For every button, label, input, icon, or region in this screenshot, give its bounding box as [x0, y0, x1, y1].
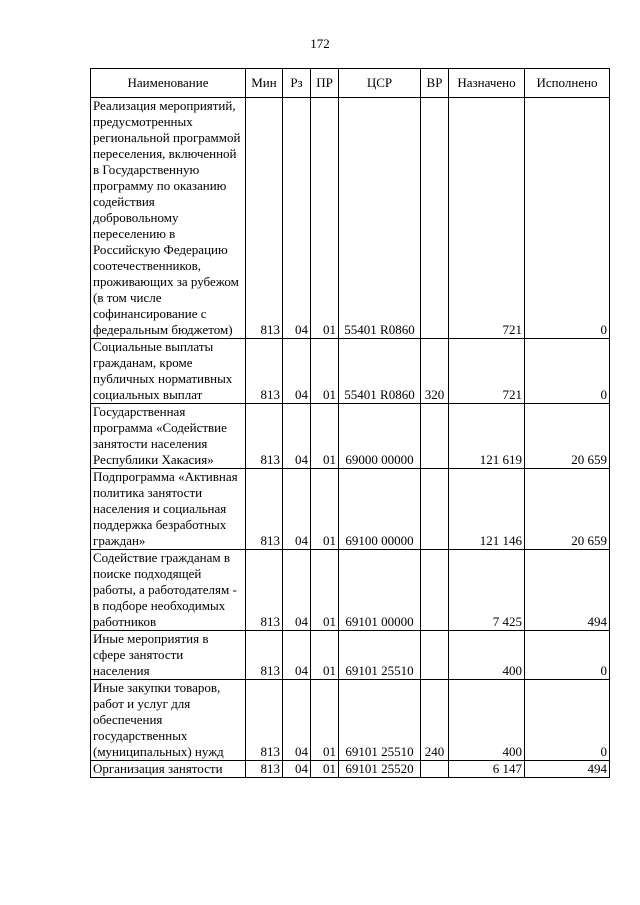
row-name: Иные закупки товаров, работ и услуг для обеспечения государственных (муниципальных) нужд [91, 680, 246, 761]
row-executed: 494 [525, 550, 610, 631]
row-min: 813 [246, 631, 283, 680]
row-vr [421, 98, 449, 339]
row-csr: 69101 25510 [339, 631, 421, 680]
row-assigned: 6 147 [449, 761, 525, 778]
header-name: Наименование [91, 69, 246, 98]
row-executed: 0 [525, 631, 610, 680]
row-pr: 01 [311, 680, 339, 761]
row-name: Иные мероприятия в сфере занятости населения [91, 631, 246, 680]
row-csr: 69101 00000 [339, 550, 421, 631]
row-min: 813 [246, 404, 283, 469]
header-assigned: Назначено [449, 69, 525, 98]
row-name: Реализация мероприятий, предусмотренных региональной программой переселения, включенной в Государственную программу по оказанию содействия добровольному переселению в Российскую Федерацию соотечественников, проживающих за рубежом (в том числе софинансирование с федеральным бюджетом) [91, 98, 246, 339]
table-row [91, 631, 610, 680]
row-assigned: 121 619 [449, 404, 525, 469]
row-vr [421, 404, 449, 469]
table-row [91, 404, 610, 469]
row-rz: 04 [283, 98, 311, 339]
row-pr: 01 [311, 550, 339, 631]
row-name: Государственная программа «Содействие занятости населения Республики Хакасия» [91, 404, 246, 469]
page-number: 172 [310, 36, 330, 51]
row-csr: 69100 00000 [339, 469, 421, 550]
row-pr: 01 [311, 761, 339, 778]
row-csr: 69101 25510 [339, 680, 421, 761]
header-executed: Исполнено [525, 69, 610, 98]
row-min: 813 [246, 339, 283, 404]
row-rz: 04 [283, 469, 311, 550]
row-rz: 04 [283, 761, 311, 778]
header-csr: ЦСР [339, 69, 421, 98]
table-row [91, 761, 610, 778]
row-min: 813 [246, 680, 283, 761]
row-executed: 0 [525, 339, 610, 404]
row-executed: 494 [525, 761, 610, 778]
row-pr: 01 [311, 339, 339, 404]
row-vr: 240 [421, 680, 449, 761]
row-executed: 20 659 [525, 469, 610, 550]
row-assigned: 721 [449, 98, 525, 339]
row-executed: 0 [525, 680, 610, 761]
row-name: Подпрограмма «Активная политика занятости населения и социальная поддержка безработных граждан» [91, 469, 246, 550]
header-min: Мин [246, 69, 283, 98]
table-header-row [91, 69, 610, 98]
row-csr: 69000 00000 [339, 404, 421, 469]
row-rz: 04 [283, 550, 311, 631]
header-pr: ПР [311, 69, 339, 98]
row-vr [421, 761, 449, 778]
row-vr: 320 [421, 339, 449, 404]
row-executed: 0 [525, 98, 610, 339]
row-min: 813 [246, 469, 283, 550]
row-rz: 04 [283, 339, 311, 404]
row-assigned: 400 [449, 631, 525, 680]
row-min: 813 [246, 98, 283, 339]
header-vr: ВР [421, 69, 449, 98]
row-csr: 55401 R0860 [339, 98, 421, 339]
row-rz: 04 [283, 404, 311, 469]
row-pr: 01 [311, 404, 339, 469]
budget-table [90, 68, 610, 778]
row-executed: 20 659 [525, 404, 610, 469]
row-assigned: 121 146 [449, 469, 525, 550]
row-pr: 01 [311, 469, 339, 550]
row-rz: 04 [283, 680, 311, 761]
row-name: Социальные выплаты гражданам, кроме публичных нормативных социальных выплат [91, 339, 246, 404]
table-row [91, 680, 610, 761]
row-assigned: 7 425 [449, 550, 525, 631]
row-vr [421, 469, 449, 550]
row-pr: 01 [311, 98, 339, 339]
row-assigned: 400 [449, 680, 525, 761]
row-name: Организация занятости [91, 761, 246, 778]
row-pr: 01 [311, 631, 339, 680]
row-min: 813 [246, 550, 283, 631]
row-name: Содействие гражданам в поиске подходящей работы, а работодателям - в подборе необходимых работников [91, 550, 246, 631]
row-csr: 55401 R0860 [339, 339, 421, 404]
row-vr [421, 550, 449, 631]
header-rz: Рз [283, 69, 311, 98]
row-csr: 69101 25520 [339, 761, 421, 778]
table-row [91, 550, 610, 631]
row-vr [421, 631, 449, 680]
table-row [91, 339, 610, 404]
table-row [91, 98, 610, 339]
table-row [91, 469, 610, 550]
row-min: 813 [246, 761, 283, 778]
row-assigned: 721 [449, 339, 525, 404]
row-rz: 04 [283, 631, 311, 680]
